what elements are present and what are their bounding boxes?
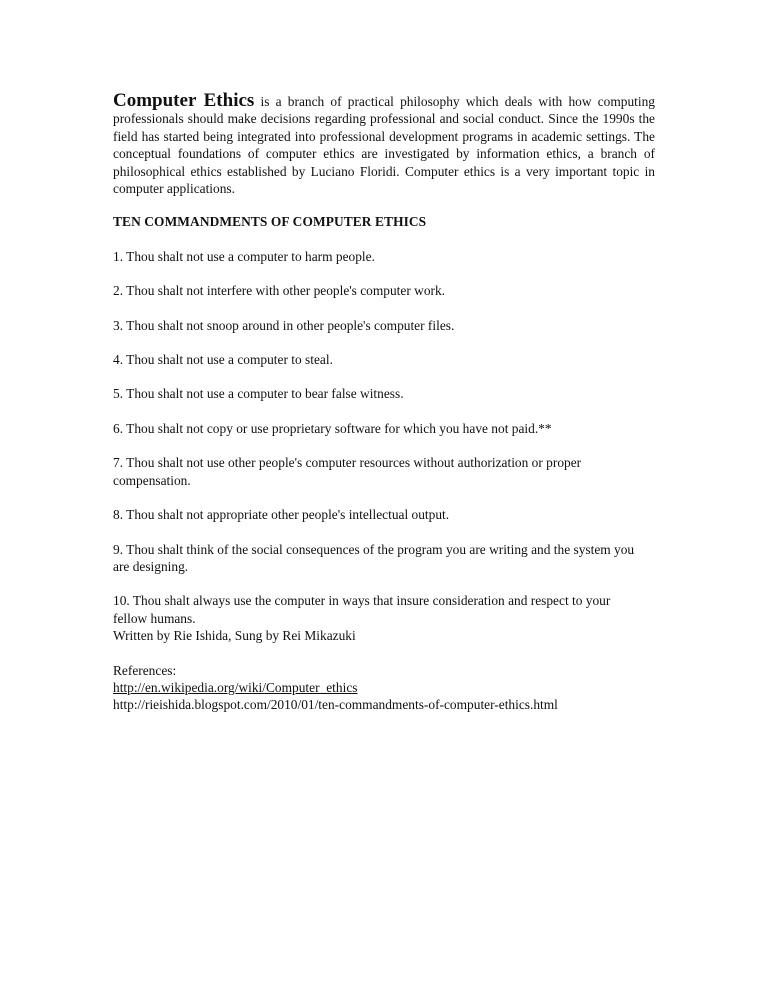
commandment-10: 10. Thou shalt always use the computer in ways that insure consideration and respect to your fellow humans. bbox=[113, 593, 611, 626]
references-section bbox=[113, 662, 655, 714]
commandment-9: 9. Thou shalt think of the social consequences of the program you are writing and the system you are designing. bbox=[113, 541, 635, 574]
credit-line: Written by Rie Ishida, Sung by Rei Mikazuki bbox=[113, 628, 356, 644]
commandment-6: 6. Thou shalt not copy or use proprietary software for which you have not paid.** bbox=[113, 420, 552, 436]
commandment-7: 7. Thou shalt not use other people's computer resources without authorization or proper compensation. bbox=[113, 455, 582, 488]
reference-link-wikipedia[interactable]: http://en.wikipedia.org/wiki/Computer_ethics bbox=[113, 679, 358, 695]
commandments-list bbox=[113, 248, 655, 627]
reference-link-blogspot: http://rieishida.blogspot.com/2010/01/ten-commandments-of-computer-ethics.html bbox=[113, 697, 558, 713]
section-heading: TEN COMMANDMENTS OF COMPUTER ETHICS bbox=[113, 214, 427, 230]
commandment-3: 3. Thou shalt not snoop around in other people's computer files. bbox=[113, 317, 455, 333]
intro-text: is a branch of practical philosophy which deals with how computing professionals should make decisions regarding professional and social conduct. Since the 1990s the field has started being integrated into professional development programs in academic settings. The conceptual foundations of computer ethics are investigated by information ethics, a branch of philosophical ethics established by Luciano Floridi. Computer ethics is a very important topic in computer applications. bbox=[113, 94, 655, 197]
document-page bbox=[113, 92, 655, 714]
commandment-4: 4. Thou shalt not use a computer to steal. bbox=[113, 352, 333, 368]
intro-term: Computer Ethics bbox=[113, 90, 255, 111]
commandment-2: 2. Thou shalt not interfere with other people's computer work. bbox=[113, 283, 446, 299]
commandment-8: 8. Thou shalt not appropriate other people's intellectual output. bbox=[113, 507, 450, 523]
references-label: References: bbox=[113, 662, 177, 678]
intro-paragraph bbox=[113, 92, 655, 197]
commandment-5: 5. Thou shalt not use a computer to bear false witness. bbox=[113, 386, 404, 402]
commandment-1: 1. Thou shalt not use a computer to harm people. bbox=[113, 248, 375, 264]
